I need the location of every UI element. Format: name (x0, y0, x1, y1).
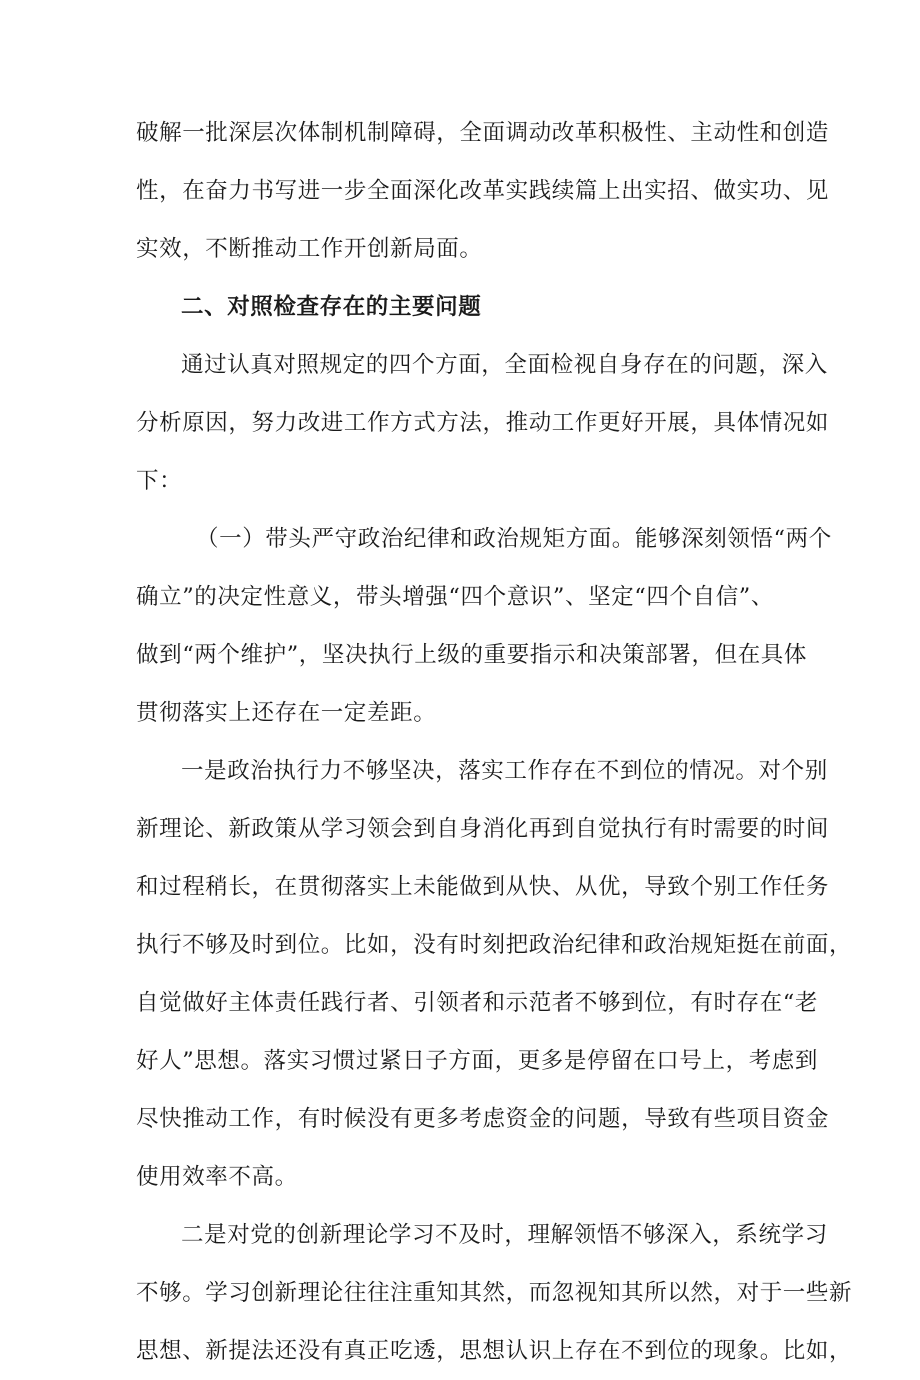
body-text-line: 做到“两个维护”，坚决执行上级的重要指示和决策部署，但在具体 (136, 642, 808, 668)
body-text-line: 破解一批深层次体制机制障碍，全面调动改革积极性、主动性和创造 (136, 120, 830, 146)
body-text-line: 好人”思想。落实习惯过紧日子方面，更多是停留在口号上，考虑到 (136, 1048, 819, 1074)
body-text-line: 分析原因，努力改进工作方式方法，推动工作更好开展，具体情况如 (136, 410, 830, 436)
body-text-line: 性，在奋力书写进一步全面深化改革实践续篇上出实招、做实功、见 (136, 178, 830, 204)
body-text-line: （一）带头严守政治纪律和政治规矩方面。能够深刻领悟“两个 (196, 526, 832, 552)
body-text-line: 一是政治执行力不够坚决，落实工作存在不到位的情况。对个别 (181, 758, 828, 784)
body-text-line: 实效，不断推动工作开创新局面。 (136, 236, 483, 262)
body-text-line: 不够。学习创新理论往往注重知其然，而忽视知其所以然，对于一些新 (136, 1280, 853, 1306)
body-text-line: 二是对党的创新理论学习不及时，理解领悟不够深入，系统学习 (181, 1222, 828, 1248)
section-heading: 二、对照检查存在的主要问题 (181, 294, 482, 320)
body-text-line: 确立”的决定性意义，带头增强“四个意识”、坚定“四个自信”、 (136, 584, 775, 610)
body-text-line: 新理论、新政策从学习领会到自身消化再到自觉执行有时需要的时间 (136, 816, 830, 842)
body-text-line: 下： (136, 468, 183, 494)
body-text-line: 尽快推动工作，有时候没有更多考虑资金的问题，导致有些项目资金 (136, 1106, 830, 1132)
body-text-line: 执行不够及时到位。比如，没有时刻把政治纪律和政治规矩挺在前面， (136, 932, 853, 958)
body-text-line: 思想、新提法还没有真正吃透，思想认识上存在不到位的现象。比如， (136, 1338, 853, 1364)
body-text-line: 自觉做好主体责任践行者、引领者和示范者不够到位，有时存在“老 (136, 990, 819, 1016)
body-text-line: 使用效率不高。 (136, 1164, 298, 1190)
body-text-line: 贯彻落实上还存在一定差距。 (136, 700, 437, 726)
body-text-line: 通过认真对照规定的四个方面，全面检视自身存在的问题，深入 (181, 352, 828, 378)
body-text-line: 和过程稍长，在贯彻落实上未能做到从快、从优，导致个别工作任务 (136, 874, 830, 900)
